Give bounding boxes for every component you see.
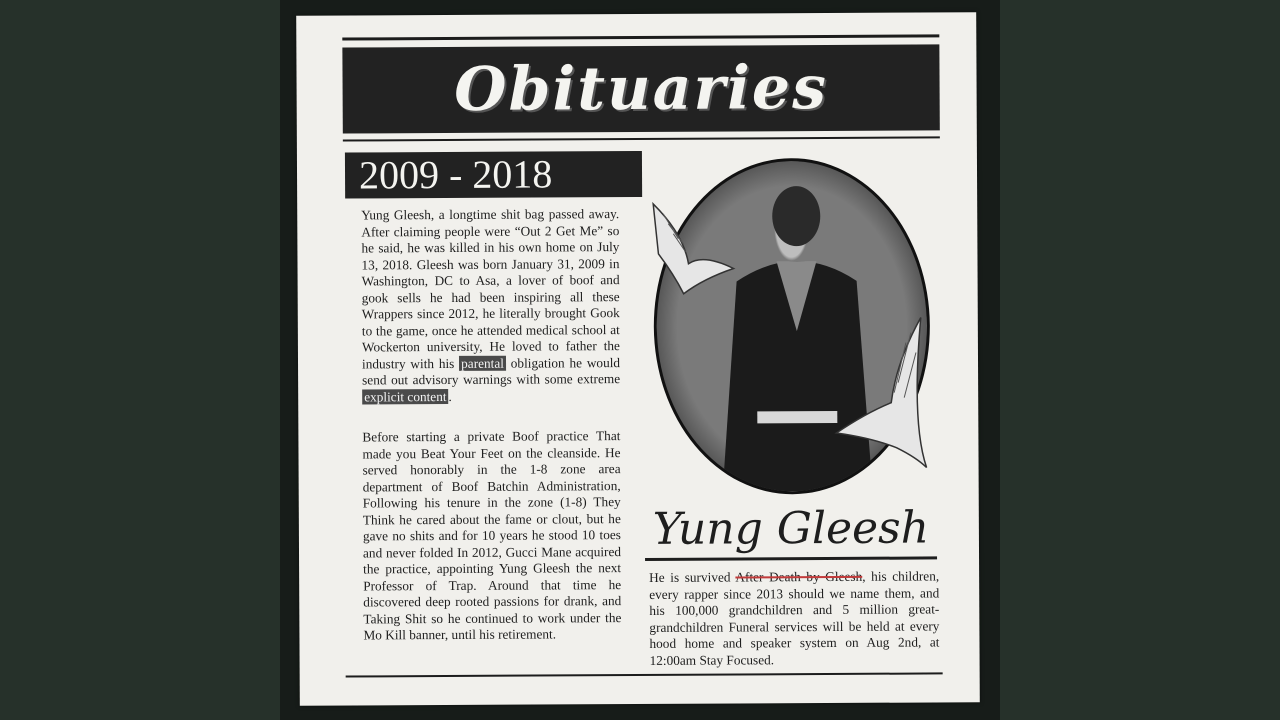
survived-text-a: He is survived bbox=[649, 569, 731, 585]
survived-by-paragraph bbox=[649, 568, 940, 669]
bio-text-a: Yung Gleesh, a longtime shit bag passed away. After claiming people were “Out 2 Get Me” so he said, he was killed in his own home on July 13, 2018. Gleesh was born January 31, 2009 in Washington, DC to Asa, a lover of boof and gook sells he had been inspiring all these Wrappers since 2012, he literally brought Gook to the game, once he attended medical school at Wockerton university, He loved to father the industry with his bbox=[361, 206, 620, 371]
explicit-content-highlight: explicit content bbox=[364, 388, 447, 404]
bio-paragraph-1 bbox=[361, 206, 620, 405]
years-banner: 2009 - 2018 bbox=[345, 151, 642, 199]
deceased-name: Yung Gleesh bbox=[645, 502, 937, 561]
masthead-rule bbox=[343, 136, 940, 141]
top-rule bbox=[342, 34, 939, 40]
masthead bbox=[342, 44, 939, 133]
dove-icon bbox=[643, 193, 744, 304]
dove-icon-2 bbox=[826, 312, 937, 473]
parental-highlight: parental bbox=[461, 355, 504, 371]
bio-text-b: obligation he would send out advisory warnings with some extreme bbox=[362, 354, 621, 388]
struck-through-text: After Death by Gleesh bbox=[735, 568, 863, 585]
bio-text-c: . bbox=[448, 388, 452, 404]
masthead-title: Obituaries bbox=[454, 53, 829, 125]
bio-paragraph-2: Before starting a private Boof practice That made you Beat Your Feet on the cleanside. He served honorably in the 1-8 zone area department of Boof Batchin Administration, Following his tenure in the zone (1-8) They Think he cared about the fame or clout, but he gave no shits and for 10 years he stood 10 toes and never folded In 2012, Gucci Mane acquired the practice, appointing Yung Gleesh the next Professor of Trap. Around that time he discovered deep rooted passions for drank, and Taking Shit so he continued to work under the Mo Kill banner, until his retirement. bbox=[362, 428, 622, 643]
bottom-rule bbox=[346, 672, 943, 677]
obituary-page bbox=[296, 12, 980, 706]
survived-text-b: , his children, every rapper since 2013 should we name them, and his 100,000 grandchildren and 5 million great-grandchildren Funeral services will be held at every hood home and speaker system on Aug 2nd, at 12:00am Stay Focused. bbox=[649, 568, 940, 668]
